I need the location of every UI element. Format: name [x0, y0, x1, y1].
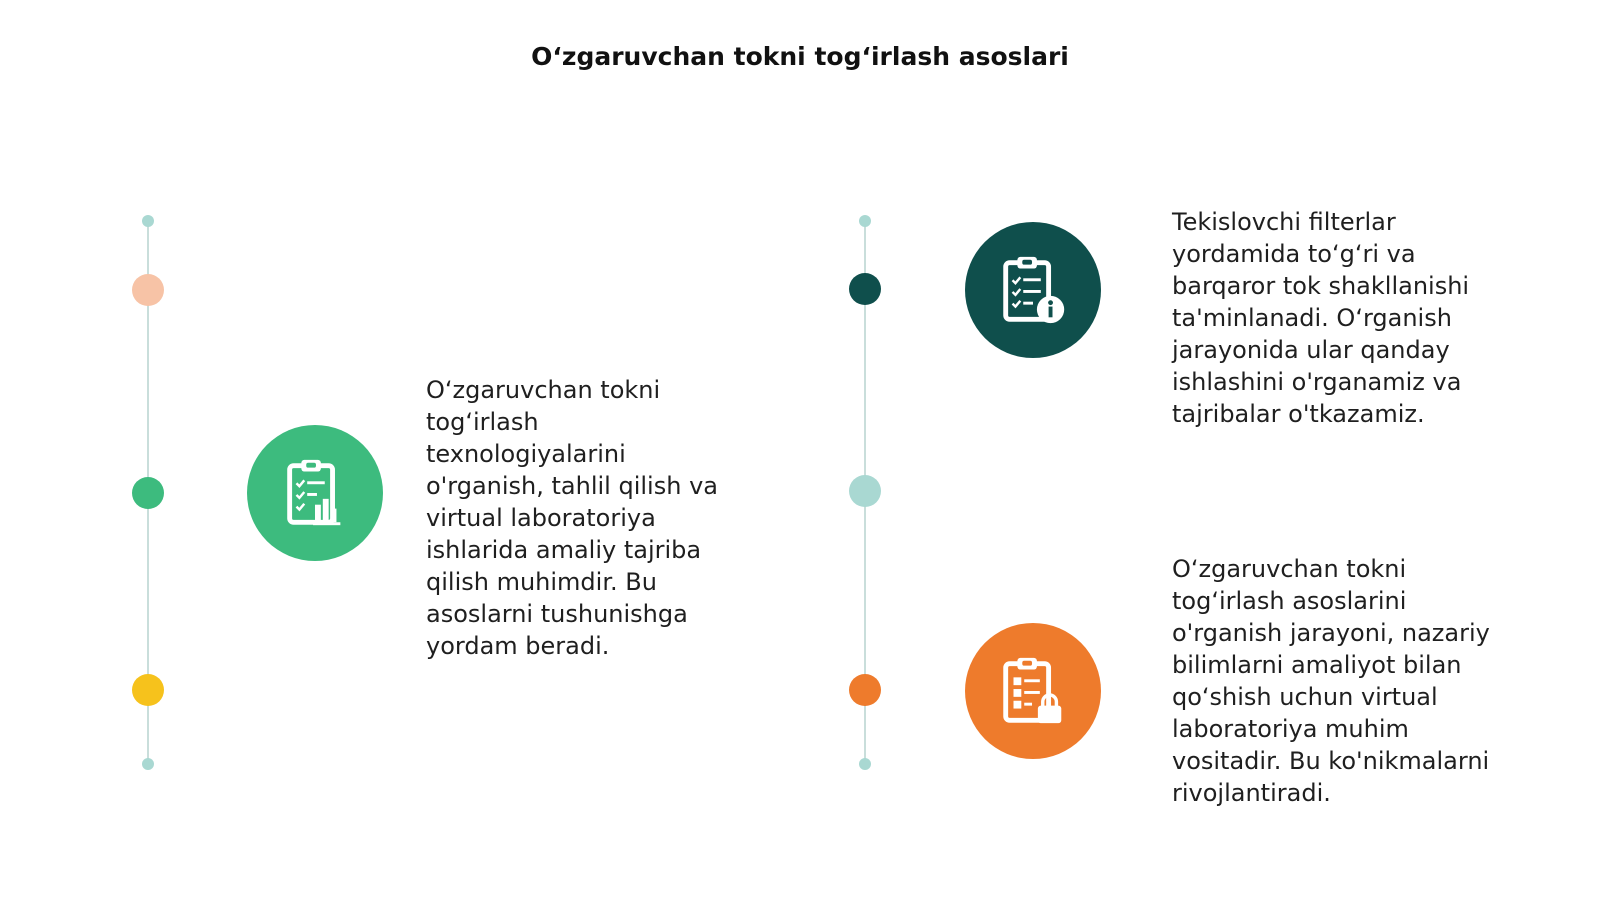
- clipboard-lock-badge: [965, 623, 1101, 759]
- middle-timeline-teal-dot: [849, 273, 881, 305]
- left-timeline-start-dot: [142, 215, 154, 227]
- left-timeline-green-dot: [132, 477, 164, 509]
- left-timeline-peach-dot: [132, 274, 164, 306]
- block-text-1: O‘zgaruvchan tokni tog‘irlash texnologiyalarini o'rganish, tahlil qilish va virtual laboratoriya ishlarida amaliy tajriba qilish muhimdir. Bu asoslarni tushunishga yordam beradi.: [426, 376, 718, 660]
- middle-timeline-start-dot: [859, 215, 871, 227]
- middle-timeline-light-teal-dot: [849, 475, 881, 507]
- clipboard-chart-icon: [276, 454, 354, 532]
- middle-timeline-orange-dot: [849, 674, 881, 706]
- page-title: O‘zgaruvchan tokni tog‘irlash asoslari: [531, 42, 1069, 71]
- middle-timeline-end-dot: [859, 758, 871, 770]
- clipboard-lock-icon: [994, 652, 1072, 730]
- clipboard-chart-badge: [247, 425, 383, 561]
- clipboard-info-badge: [965, 222, 1101, 358]
- block-text-2: Tekislovchi filterlar yordamida to‘g‘ri va barqaror tok shakllanishi ta'minlanadi. O‘rganish jarayonida ular qanday ishlashini o'rganamiz va tajribalar o'tkazamiz.: [1172, 208, 1470, 428]
- left-timeline-end-dot: [142, 758, 154, 770]
- left-timeline-yellow-dot: [132, 674, 164, 706]
- block-text-3: O‘zgaruvchan tokni tog‘irlash asoslarini o'rganish jarayoni, nazariy bilimlarni amaliyot bilan qo‘shish uchun virtual laboratoriya muhim vositadir. Bu ko'nikmalarni rivojlantiradi.: [1172, 555, 1490, 807]
- clipboard-info-icon: [994, 251, 1072, 329]
